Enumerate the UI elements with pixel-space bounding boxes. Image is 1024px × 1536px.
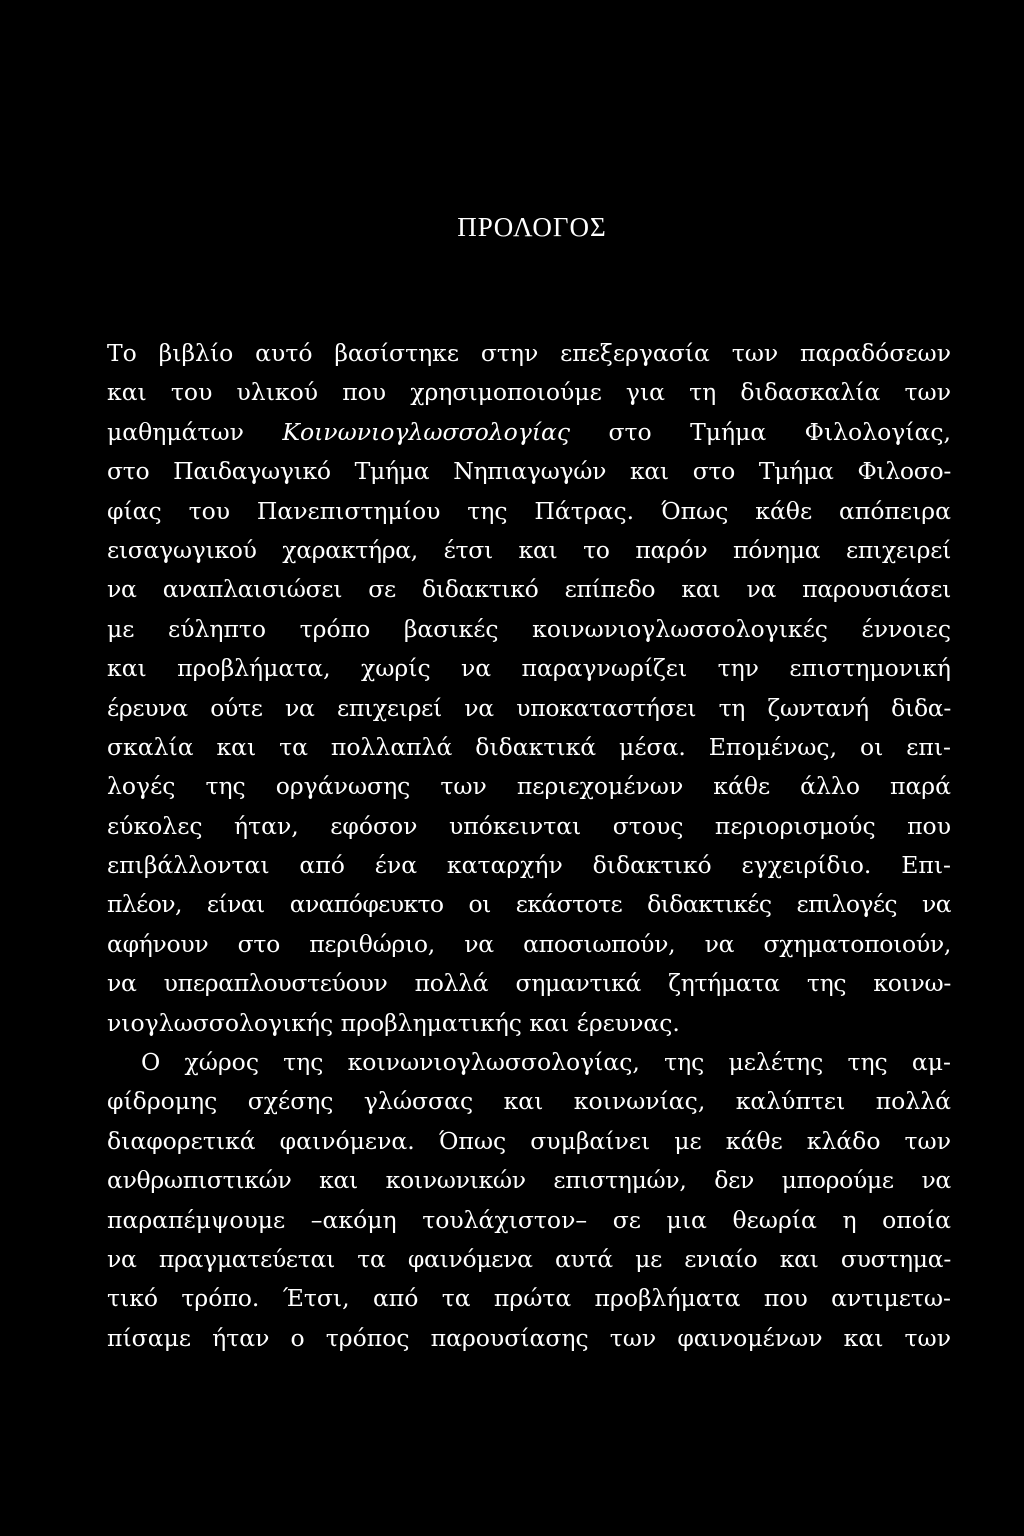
text-line: και του υλικού που χρησιμοποιούμε για τη διδασκαλία των bbox=[107, 378, 951, 407]
paragraph-first-line: Ο χώρος της κοινωνιογλωσσολογίας, της μελέτης της αμ- bbox=[141, 1048, 951, 1077]
text-line: νιογλωσσολογικής προβληματικής και έρευνας. bbox=[107, 1008, 680, 1037]
text-line: λογές της οργάνωσης των περιεχομένων κάθε άλλο παρά bbox=[107, 772, 951, 801]
text-line: επιβάλλονται από ένα καταρχήν διδακτικό εγχειρίδιο. Επι- bbox=[107, 851, 951, 880]
text-line: τικό τρόπο. Έτσι, από τα πρώτα προβλήματα που αντιμετω- bbox=[107, 1284, 951, 1313]
text-line: αφήνουν στο περιθώριο, να αποσιωπούν, να σχηματοποιούν, bbox=[107, 929, 951, 958]
page-title: ΠΡΟΛΟΓΟΣ bbox=[457, 212, 607, 242]
text-line: πλέον, είναι αναπόφευκτο οι εκάστοτε διδακτικές επιλογές να bbox=[107, 890, 951, 919]
text-line: με εύληπτο τρόπο βασικές κοινωνιογλωσσολογικές έννοιες bbox=[107, 614, 951, 643]
text-line: έρευνα ούτε να επιχειρεί να υποκαταστήσει τη ζωντανή διδα- bbox=[107, 693, 951, 722]
text-line: Το βιβλίο αυτό βασίστηκε στην επεξεργασία των παραδόσεων bbox=[107, 339, 951, 367]
text-line: διαφορετικά φαινόμενα. Όπως συμβαίνει με κάθε κλάδο των bbox=[107, 1126, 951, 1155]
text-line: φίας του Πανεπιστημίου της Πάτρας. Όπως κάθε απόπειρα bbox=[107, 496, 951, 525]
text-line: πίσαμε ήταν ο τρόπος παρουσίασης των φαινομένων και των bbox=[107, 1323, 951, 1352]
body-text bbox=[107, 334, 951, 1358]
text-line: ανθρωπιστικών και κοινωνικών επιστημών, δεν μπορούμε να bbox=[107, 1166, 951, 1195]
text-line: στο Παιδαγωγικό Τμήμα Νηπιαγωγών και στο Τμήμα Φιλοσο- bbox=[107, 457, 951, 486]
text-line: να πραγματεύεται τα φαινόμενα αυτά με ενιαίο και συστημα- bbox=[107, 1244, 951, 1273]
text-line: και προβλήματα, χωρίς να παραγνωρίζει την επιστημονική bbox=[107, 654, 951, 683]
text-line: να υπεραπλουστεύουν πολλά σημαντικά ζητήματα της κοινω- bbox=[107, 969, 951, 998]
text-line-start: μαθημάτων bbox=[107, 417, 244, 446]
text-line-end: στο Τμήμα Φιλολογίας, bbox=[608, 417, 951, 446]
text-line: εύκολες ήταν, εφόσον υπόκεινται στους περιορισμούς που bbox=[107, 811, 951, 840]
text-line: να αναπλαισιώσει σε διδακτικό επίπεδο και να παρουσιάσει bbox=[107, 575, 951, 604]
text-line: εισαγωγικού χαρακτήρα, έτσι και το παρόν πόνημα επιχειρεί bbox=[107, 535, 951, 564]
text-line: σκαλία και τα πολλαπλά διδακτικά μέσα. Επομένως, οι επι- bbox=[107, 732, 951, 761]
italic-term: Κοινωνιογλωσσολογίας bbox=[282, 417, 571, 446]
text-line: παραπέμψουμε –ακόμη τουλάχιστον– σε μια θεωρία η οποία bbox=[107, 1205, 951, 1234]
text-line: φίδρομης σχέσης γλώσσας και κοινωνίας, καλύπτει πολλά bbox=[107, 1087, 951, 1116]
text-line bbox=[107, 413, 951, 452]
